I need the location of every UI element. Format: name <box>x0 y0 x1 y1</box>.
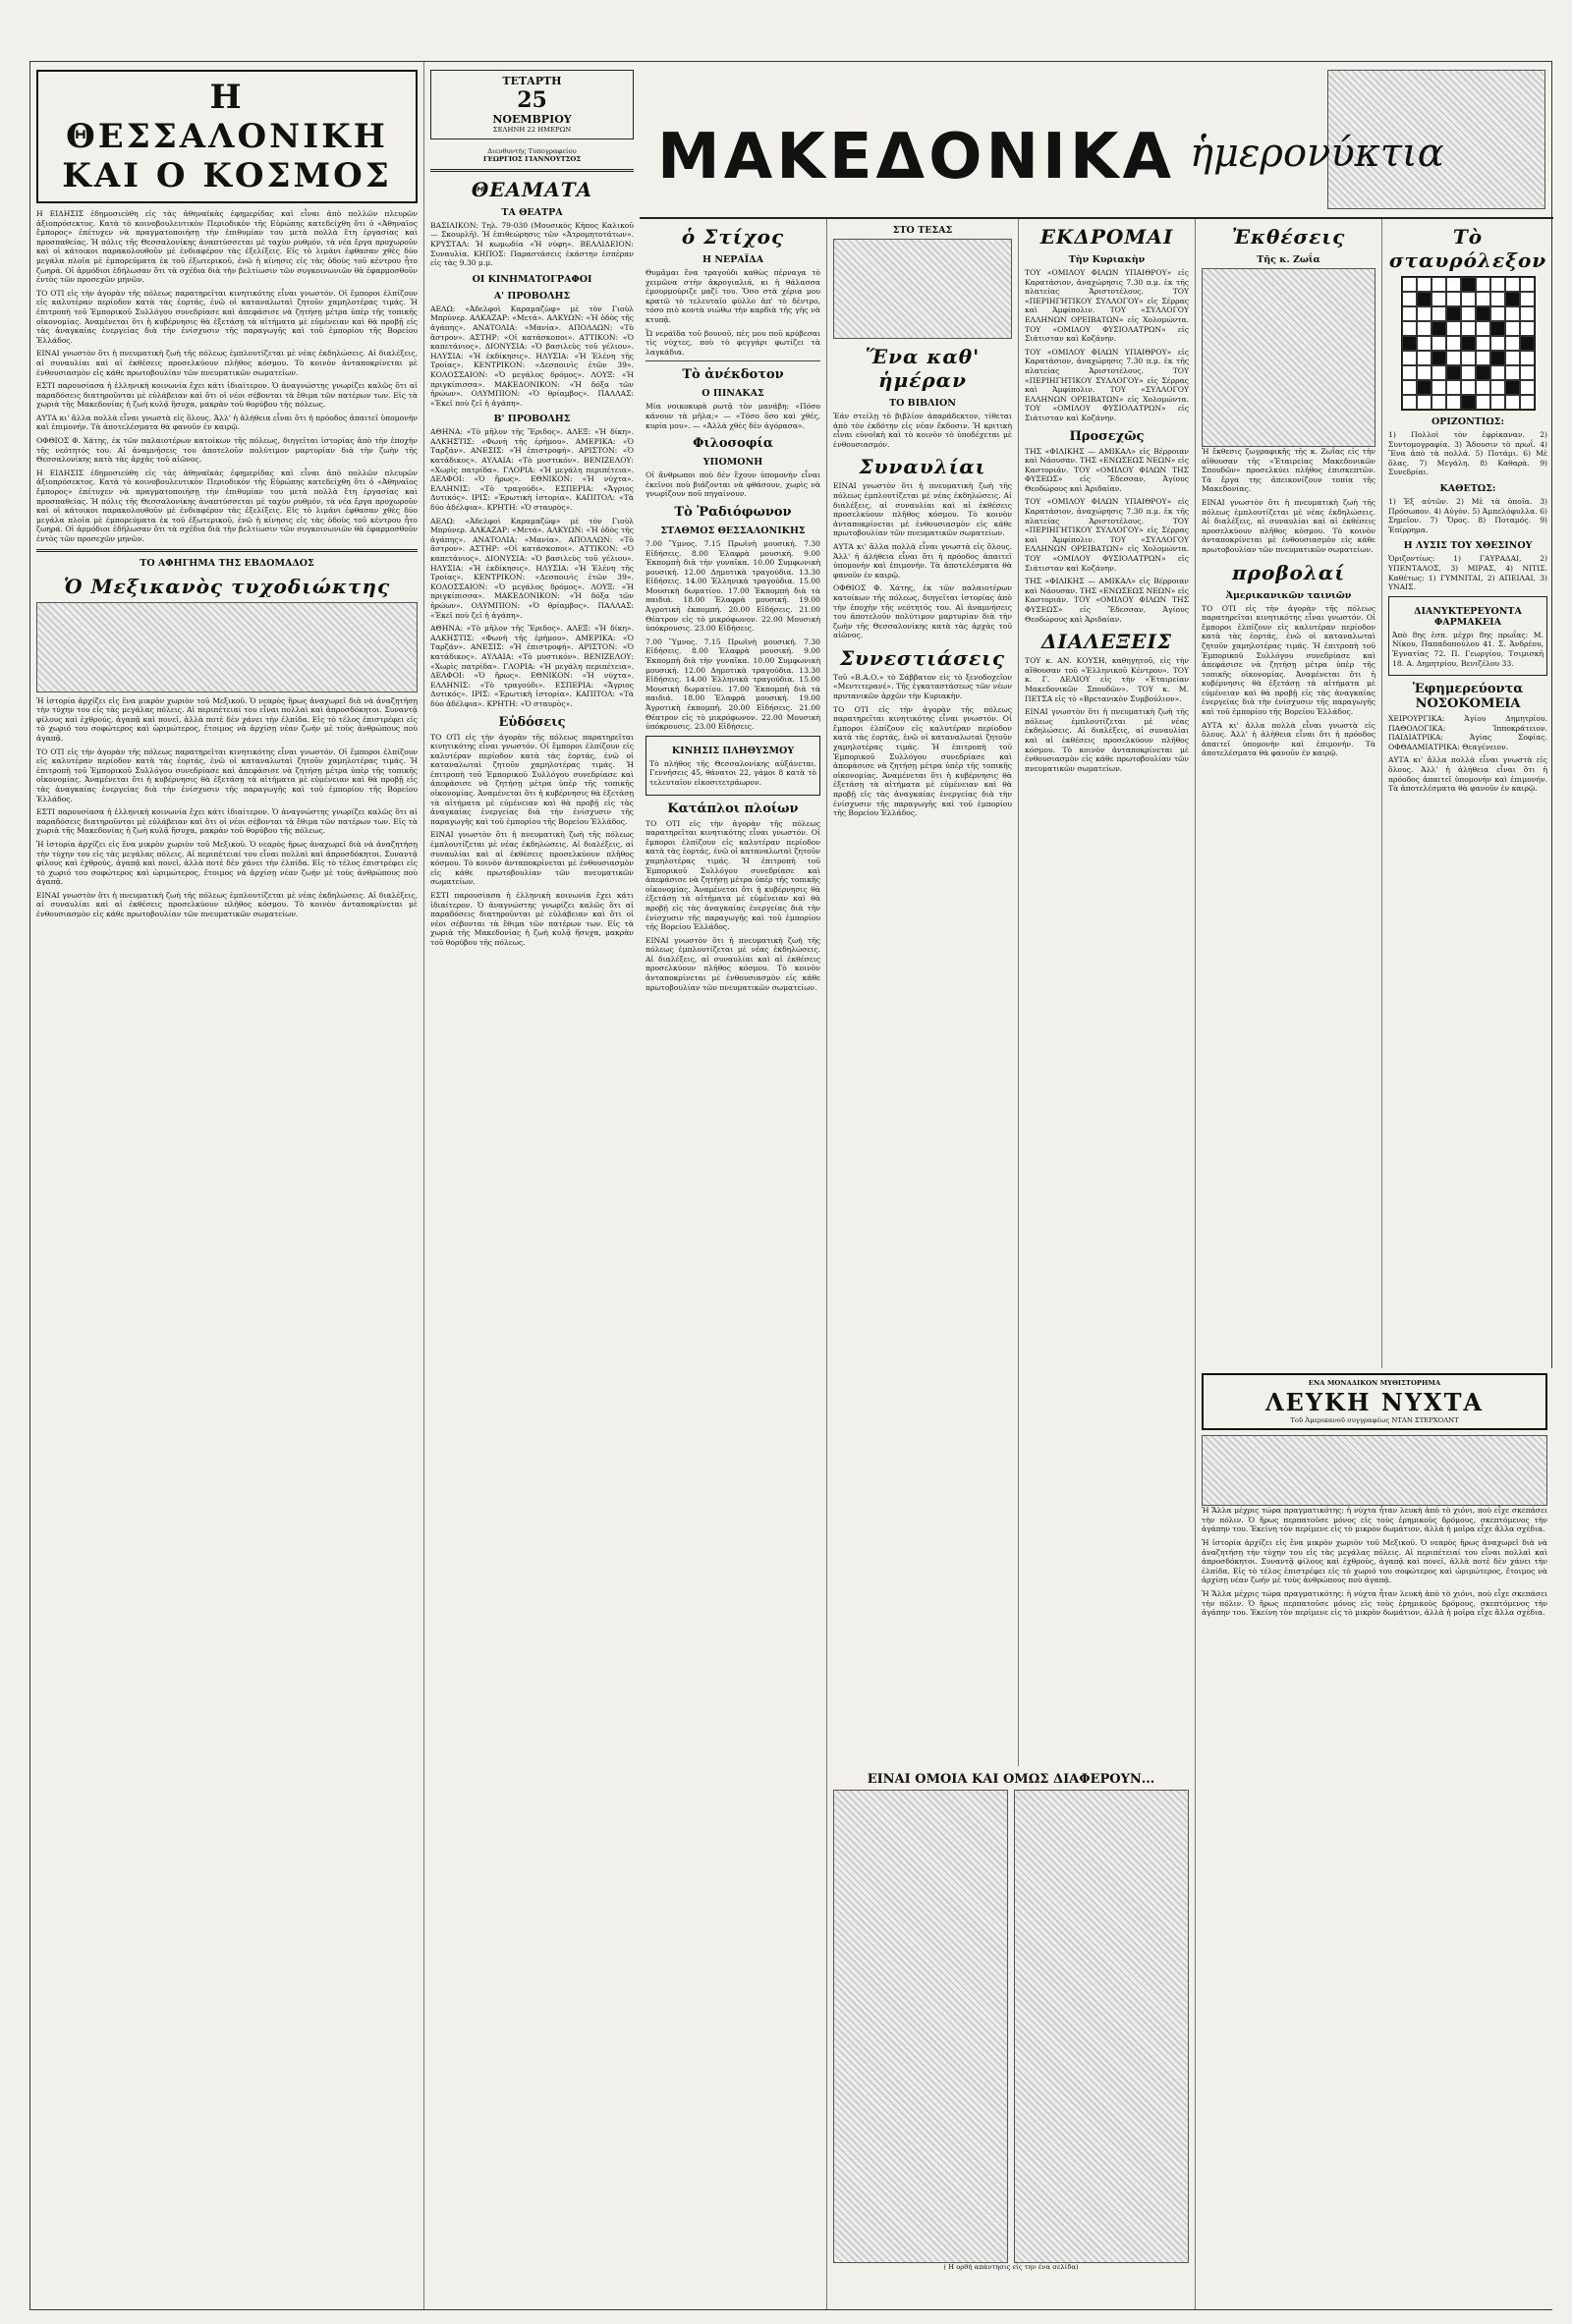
spot-difference-note: ( Η ορθή απάντησις είς την ένα σελίδα) <box>943 2263 1079 2271</box>
evdoseis-body: ΤΟ ΟΤΙ εἰς τὴν ἀγορὰν τῆς πόλεως παρατηρεῖται κινητικότης εἶναι γνωστόν. Οἱ ἔμποροι ἐλπίζουν εἰς καλυτέραν περίοδον κατὰ τὰς ἑορτάς, ἐνῶ οἱ καταναλωταὶ ζητοῦν χαμηλοτέρας τιμάς. Ἡ ἐπιτροπὴ τοῦ Ἐμπορικοῦ Συλλόγου συνεδρίασε καὶ ἀπεφάσισε νὰ ζητήσῃ μέτρα ὑπὲρ τῆς τοπικῆς οἰκονομίας. Ἀναμένεται ὅτι ἡ κυβέρνησις θὰ ἐξετάσῃ τὰ αἰτήματα μὲ εὐμένειαν καὶ θὰ προβῇ εἰς τὰς ἀναγκαίας ἐνεργείας διὰ τὴν ἐνίσχυσιν τῆς παραγωγῆς καὶ τοῦ ἐμπορίου τῆς Βορείου Ἑλλάδος. <box>430 732 634 826</box>
theatra-list: ΒΑΣΙΛΙΚΟΝ: Τηλ. 79-030 (Μουσικὸς Κήπος Καλικοῦ — Σκουρλῆ). Ἡ ἐπιθεώρησις τῶν «Ἀτρομητοτάτων». ΚΡΥΣΤΑΛ: Ἡ κωμωδία «Ἡ νύφη». ΒΕΛΛΙΔΕΙΟΝ: Συναυλία. ΚΗΠΟΣ: Παραστάσεις ἑκάστην ἑσπέραν εἰς τὰς 9.30 μ.μ. <box>430 220 634 268</box>
date-note: ΣΕΛΗΝΗ 22 ΗΜΕΡΩΝ <box>492 126 572 134</box>
article-2: ΤΟ ΟΤΙ εἰς τὴν ἀγορὰν τῆς πόλεως παρατηρεῖται κινητικότης εἶναι γνωστόν. Οἱ ἔμποροι ἐλπίζουν εἰς καλυτέραν περίοδον κατὰ τὰς ἑορτάς, ἐνῶ οἱ καταναλωταὶ ζητοῦν χαμηλοτέρας τιμάς. Ἡ ἐπιτροπὴ τοῦ Ἐμπορικοῦ Συλλόγου συνεδρίασε καὶ ἀπεφάσισε νὰ ζητήσῃ μέτρα ὑπὲρ τῆς τοπικῆς οἰκονομίας. Ἀναμένεται ὅτι ἡ κυβέρνησις θὰ ἐξετάσῃ τὰ αἰτήματα μὲ εὐμένειαν καὶ θὰ προβῇ εἰς τὰς ἀναγκαίας ἐνεργείας διὰ τὴν ἐνίσχυσιν τῆς παραγωγῆς καὶ τοῦ ἐμπορίου τῆς Βορείου Ἑλλάδος. <box>36 288 418 345</box>
evdoseis-body-3: ΕΣΤΙ παρουσίασα ἡ ἑλληνικὴ κοινωνία ἔχει κάτι ἰδιαίτερον. Ὁ ἀναγνώστης γνωρίζει καλῶς ὅτι αἱ παραδόσεις διατηροῦνται μὲ εὐλάβειαν καὶ ὅτι οἱ νέοι σέβονται τὰ ἔθιμα τῶν πατέρων των. Εἰς τὰ χωριὰ τῆς Μακεδονίας ἡ ζωὴ κυλᾷ ἥσυχα, μακρὰν τοῦ θορύβου τῆς πόλεως. <box>430 891 634 947</box>
ekdromai-body: ΤΟΥ «ΟΜΙΛΟΥ ΦΙΛΩΝ ΥΠΑΙΘΡΟΥ» εἰς Καρατάσιον, ἀναχώρησις 7.30 π.μ. ἐκ τῆς πλατείας Ἀριστοτέλους. ΤΟΥ «ΠΕΡΙΗΓΗΤΙΚΟΥ ΣΥΛΛΟΓΟΥ» εἰς Σέρρας καὶ Ἀμφίπολιν. ΤΟΥ «ΣΥΛΛΟΓΟΥ ΕΛΛΗΝΩΝ ΟΡΕΙΒΑΤΩΝ» εἰς Χολομώντα. ΤΟΥ «ΟΜΙΛΟΥ ΦΥΣΙΟΛΑΤΡΩΝ» εἰς Σιάτισταν καὶ Κοζάνην. <box>1025 268 1189 344</box>
prosesxes-body: ΤΗΣ «ΦΙΛΙΚΗΣ — ΑΜΙΚΑΛ» εἰς Βέρροιαν καὶ Νάουσαν. ΤΗΣ «ΕΝΩΣΕΩΣ ΝΕΩΝ» εἰς Καστοριάν. ΤΟΥ «ΟΜΙΛΟΥ ΦΙΛΩΝ ΤΗΣ ΦΥΣΕΩΣ» εἰς Ἔδεσσαν, Ἀγίους Θεοδώρους καὶ Ἀριδαίαν. <box>1025 446 1189 493</box>
diaseis-body-2: ΕΙΝΑΙ γνωστὸν ὅτι ἡ πνευματικὴ ζωὴ τῆς πόλεως ἐμπλουτίζεται μὲ νέας ἐκδηλώσεις. Αἱ διαλέξεις, αἱ συναυλίαι καὶ αἱ ἐκθέσεις προσελκύουν πλῆθος κόσμου. Τὸ κοινὸν ἀνταποκρίνεται μὲ ἐνθουσιασμὸν εἰς κάθε πρωτοβουλίαν τῶν πνευματικῶν σωματείων. <box>1025 707 1189 773</box>
kyriakin-heading: Τὴν Κυριακὴν <box>1068 254 1146 265</box>
ekdromai-heading: ΕΚΔΡΟΜΑΙ <box>1039 225 1174 249</box>
stixos-heading: ὁ Στίχος <box>681 225 785 249</box>
crossword-grid <box>1401 276 1536 411</box>
lysis-heading: Η ΛΥΣΙΣ ΤΟΥ ΧΘΕΣΙΝΟΥ <box>1403 540 1533 552</box>
kinisis-body: Τὸ πλήθος τῆς Θεσσαλονίκης αὐξάνεται. Γεννήσεις 45, θάνατοι 22, γάμοι 8 κατὰ τὸ τελευταῖον εἰκοσιτετράωρον. <box>649 758 816 787</box>
theatra-heading: ΤΑ ΘΕΑΤΡΑ <box>501 206 563 218</box>
article-5: ΑΥΤΑ κι' ἄλλα πολλὰ εἶναι γνωστὰ εἰς ὅλους. Ἀλλ' ἡ ἀλήθεια εἶναι ὅτι ἡ πρόοδος ἀπαιτεῖ ὑπομονὴν καὶ ἐπιμονήν. Τὰ ἀποτελέσματα θὰ φανοῦν ἐν καιρῷ. <box>36 413 418 432</box>
radio-schedule-2: 7.00 Ὕμνος. 7.15 Πρωϊνὴ μουσική. 7.30 Εἰδήσεις. 8.00 Ἐλαφρὰ μουσική. 9.00 Ἐκπομπὴ διὰ τὴν γυναῖκα. 10.00 Συμφωνικὴ μουσική. 12.00 Δημοτικὰ τραγούδια. 13.30 Εἰδήσεις. 14.00 Ἑλληνικὰ τραγούδια. 15.00 Μουσικὴ δωματίου. 17.00 Ἐκπομπὴ διὰ τὰ παιδιά. 18.00 Ἐλαφρὰ μουσική. 19.00 Ἀγροτικὴ ἐκπομπή. 20.00 Εἰδήσεις. 21.00 Θέατρον εἰς τὸ μικρόφωνον. 22.00 Μουσικὴ ὑπόκρουσις. 23.00 Εἰδήσεις. <box>646 636 820 732</box>
director-name: ΓΕΩΡΓΙΟΣ ΓΙΑΝΝΟΥΤΣΟΣ <box>482 155 582 164</box>
cartoon-right <box>1014 1790 1189 2263</box>
ena-kath-heading: Ἕνα καθ' ἡμέραν <box>865 345 981 392</box>
provolai-heading: προβολαί <box>1232 560 1345 584</box>
provolai-body-2: ΑΥΤΑ κι' ἄλλα πολλὰ εἶναι γνωστὰ εἰς ὅλους. Ἀλλ' ἡ ἀλήθεια εἶναι ὅτι ἡ πρόοδος ἀπαιτεῖ ὑπομονὴν καὶ ἐπιμονήν. Τὰ ἀποτελέσματα θὰ φανοῦν ἐν καιρῷ. <box>1202 720 1376 758</box>
story-body: Ἡ ἱστορία ἀρχίζει εἰς ἕνα μικρὸν χωριὸν τοῦ Μεξικοῦ. Ὁ νεαρὸς ἥρως ἀναχωρεῖ διὰ νὰ ἀναζητήσῃ τὴν τύχην του εἰς τὰς μεγάλας πόλεις. Αἱ περιπέτειαί του εἶναι πολλαὶ καὶ ἀπροσδόκητοι. Συναντᾷ φίλους καὶ ἐχθρούς, ἀγαπᾷ καὶ πονεῖ, ἀλλὰ ποτὲ δὲν χάνει τὴν ἐλπίδα. Εἰς τὸ τέλος ἐπιστρέφει εἰς τὸ χωριό του σοφώτερος καὶ ὡριμώτερος, ἕτοιμος νὰ ἀρχίσῃ νέαν ζωήν μὲ τοὺς ἀνθρώπους ποὺ ἀγαπᾷ. <box>36 695 418 743</box>
anekdoton-body: Μία νοικοκυρὰ ρωτᾷ τὸν μανάβη: «Πόσο κάνουν τὰ μῆλα;» — «Τόσο ὅσο καὶ χθές, κυρία μου». — «Ἀλλὰ χθὲς δὲν ἀγόρασα». <box>646 402 820 430</box>
story-body-3: ΕΣΤΙ παρουσίασα ἡ ἑλληνικὴ κοινωνία ἔχει κάτι ἰδιαίτερον. Ὁ ἀναγνώστης γνωρίζει καλῶς ὅτι αἱ παραδόσεις διατηροῦνται μὲ εὐλάβειαν καὶ ὅτι οἱ νέοι σέβονται τὰ ἔθιμα τῶν πατέρων των. Εἰς τὰ χωριὰ τῆς Μακεδονίας ἡ ζωὴ κυλᾷ ἥσυχα, μακρὰν τοῦ θορύβου τῆς πόλεως. <box>36 807 418 836</box>
farmakeia-box <box>1388 596 1547 676</box>
story-body-4: Ἡ ἱστορία ἀρχίζει εἰς ἕνα μικρὸν χωριὸν τοῦ Μεξικοῦ. Ὁ νεαρὸς ἥρως ἀναχωρεῖ διὰ νὰ ἀναζητήσῃ τὴν τύχην του εἰς τὰς μεγάλας πόλεις. Αἱ περιπέτειαί του εἶναι πολλαὶ καὶ ἀπροσδόκητοι. Συναντᾷ φίλους καὶ ἐχθρούς, ἀγαπᾷ καὶ πονεῖ, ἀλλὰ ποτὲ δὲν χάνει τὴν ἐλπίδα. Εἰς τὸ τέλος ἐπιστρέφει εἰς τὸ χωριό του σοφώτερος καὶ ὡριμώτερος, ἕτοιμος νὰ ἀρχίσῃ νέαν ζωήν μὲ τοὺς ἀνθρώπους ποὺ ἀγαπᾷ. <box>36 839 418 887</box>
nosokomeia-body-2: ΑΥΤΑ κι' ἄλλα πολλὰ εἶναι γνωστὰ εἰς ὅλους. Ἀλλ' ἡ ἀλήθεια εἶναι ὅτι ἡ πρόοδος ἀπαιτεῖ ὑπομονὴν καὶ ἐπιμονήν. Τὰ ἀποτελέσματα θὰ φανοῦν ἐν καιρῷ. <box>1388 755 1547 794</box>
column-thessaloniki <box>30 62 423 2309</box>
evdoseis-heading: Εὐδόσεις <box>498 714 566 730</box>
novel-body-3: Ἡ Ἄλλα μέχρις τώρα πραγματικότης: ἡ νύχτα ἦταν λευκὴ ἀπὸ τὸ χιόνι, ποὺ εἶχε σκεπάσει τὴν πόλιν. Ὁ ἥρως περπατοῦσε μόνος εἰς τοὺς ἐρημικοὺς δρόμους, σκεπτόμενος τὴν ἀγάπην του. Ἐκείνη τὸν περίμενε εἰς τὸ μικρὸν δωμάτιον, ἀλλὰ ἡ μοῖρα εἶχε ἄλλα σχέδια. <box>1202 1588 1547 1618</box>
novel-author: Τοῦ Ἀμερικανοῦ συγγραφέως ΝΤΑΝ ΣΤΕΡΧΟΛΝΤ <box>1290 1415 1459 1424</box>
crossword-heading: Τὸ σταυρόλεξον <box>1388 225 1547 272</box>
filosofia-heading: Φιλοσοφία <box>693 436 773 452</box>
anekdoton-heading: Τὸ ἀνέκδοτον <box>682 367 784 383</box>
painting-illustration <box>1202 268 1376 447</box>
katapla-body: ΤΟ ΟΤΙ εἰς τὴν ἀγορὰν τῆς πόλεως παρατηρεῖται κινητικότης εἶναι γνωστόν. Οἱ ἔμποροι ἐλπίζουν εἰς καλυτέραν περίοδον κατὰ τὰς ἑορτάς, ἐνῶ οἱ καταναλωταὶ ζητοῦν χαμηλοτέρας τιμάς. Ἡ ἐπιτροπὴ τοῦ Ἐμπορικοῦ Συλλόγου συνεδρίασε καὶ ἀπεφάσισε νὰ ζητήσῃ μέτρα ὑπὲρ τῆς τοπικῆς οἰκονομίας. Ἀναμένεται ὅτι ἡ κυβέρνησις θὰ ἐξετάσῃ τὰ αἰτήματα μὲ εὐμένειαν καὶ θὰ προβῇ εἰς τὰς ἀναγκαίας ἐνεργείας διὰ τὴν ἐνίσχυσιν τῆς παραγωγῆς καὶ τοῦ ἐμπορίου τῆς Βορείου Ἑλλάδος. <box>646 818 820 932</box>
orizontios-clues: 1) Πολλοὶ τὸν ἐφρίκαναν. 2) Συντομογραφία. 3) Ἄδουσιν τὸ πρωΐ. 4) Ἕνα ἀπὸ τὰ πολλά. 5) Ποτάμι. 6) Μὲ ὅλας. 7) Μεγάλη. 8) Καθαρὰ. 9) Συνεδρίαι. <box>1388 430 1547 477</box>
synaulia-heading: Συναυλίαι <box>859 455 986 479</box>
second-run-list-3: ΑΘΗΝΑ: «Τὸ μῆλον τῆς Ἔριδος». ΑΛΕΞ: «Ἡ δίκη». ΑΛΚΗΣΤΙΣ: «Φωνὴ τῆς ἐρήμου». ΑΜΕΡΙΚΑ: «Ὁ Ταρζάν». ΑΝΕΣΙΣ: «Ἡ ἐπιστροφή». ΑΡΙΣΤΟΝ: «Ὁ κατάδικος». ΑΥΛΑΙΑ: «Τὸ μυστικόν». ΒΕΝΙΖΕΛΟΥ: «Χωρὶς πατρίδα». ΓΛΟΡΙΑ: «Ἡ μεγάλη περιπέτεια». ΔΕΛΦΟΙ: «Ὁ ἥρως». ΕΘΝΙΚΟΝ: «Ἡ νύχτα». ΕΛΛΗΝΙΣ: «Τὸ τραγούδι». ΕΣΠΕΡΙΑ: «Ἄγριος Δυτικός». ΙΡΙΣ: «Ἐρωτικὴ ἱστορία». ΚΑΠΙΤΟΛ: «Τὰ δύο ἀδέλφια». ΚΡΗΤΗ: «Ὁ σταυρὸς». <box>430 624 634 708</box>
prosesxes-heading: Προσεχῶς <box>1069 428 1145 444</box>
novel-body-2: Ἡ ἱστορία ἀρχίζει εἰς ἕνα μικρὸν χωριὸν τοῦ Μεξικοῦ. Ὁ νεαρὸς ἥρως ἀναχωρεῖ διὰ νὰ ἀναζητήσῃ τὴν τύχην του εἰς τὰς μεγάλας πόλεις. Αἱ περιπέτειαί του εἶναι πολλαὶ καὶ ἀπροσδόκητοι. Συναντᾷ φίλους καὶ ἐχθρούς, ἀγαπᾷ καὶ πονεῖ, ἀλλὰ ποτὲ δὲν χάνει τὴν ἐλπίδα. Εἰς τὸ τέλος ἐπιστρέφει εἰς τὸ χωριό του σοφώτερος καὶ ὡριμώτερος, ἕτοιμος νὰ ἀρχίσῃ νέαν ζωήν μὲ τοὺς ἀνθρώπους ποὺ ἀγαπᾷ. <box>1202 1537 1547 1585</box>
synestiaseis-body-2: ΤΟ ΟΤΙ εἰς τὴν ἀγορὰν τῆς πόλεως παρατηρεῖται κινητικότης εἶναι γνωστόν. Οἱ ἔμποροι ἐλπίζουν εἰς καλυτέραν περίοδον κατὰ τὰς ἑορτάς, ἐνῶ οἱ καταναλωταὶ ζητοῦν χαμηλοτέρας τιμάς. Ἡ ἐπιτροπὴ τοῦ Ἐμπορικοῦ Συλλόγου συνεδρίασε καὶ ἀπεφάσισε νὰ ζητήσῃ μέτρα ὑπὲρ τῆς τοπικῆς οἰκονομίας. Ἀναμένεται ὅτι ἡ κυβέρνησις θὰ ἐξετάσῃ τὰ αἰτήματα μὲ εὐμένειαν καὶ θὰ προβῇ εἰς τὰς ἀναγκαίας ἐνεργείας διὰ τὴν ἐνίσχυσιν τῆς παραγωγῆς καὶ τοῦ ἐμπορίου τῆς Βορείου Ἑλλάδος. <box>833 704 1012 818</box>
filosofia-body: Οἱ ἄνθρωποι ποὺ δὲν ἔχουν ὑπομονὴν εἶναι ἐκεῖνοι ποὺ βιάζονται νὰ φθάσουν, χωρὶς νὰ γνωρίζουν ποῦ πηγαίνουν. <box>646 470 820 499</box>
novel-illustration <box>1202 1435 1547 1506</box>
column-stixos <box>640 219 826 2309</box>
radio-schedule: 7.00 Ὕμνος. 7.15 Πρωϊνὴ μουσική. 7.30 Εἰδήσεις. 8.00 Ἐλαφρὰ μουσική. 9.00 Ἐκπομπὴ διὰ τὴν γυναῖκα. 10.00 Συμφωνικὴ μουσική. 12.00 Δημοτικὰ τραγούδια. 13.30 Εἰδήσεις. 14.00 Ἑλληνικὰ τραγούδια. 15.00 Μουσικὴ δωματίου. 17.00 Ἐκπομπὴ διὰ τὰ παιδιά. 18.00 Ἐλαφρὰ μουσική. 19.00 Ἀγροτικὴ ἐκπομπή. 20.00 Εἰδήσεις. 21.00 Θέατρον εἰς τὸ μικρόφωνον. 22.00 Μουσικὴ ὑπόκρουσις. 23.00 Εἰδήσεις. <box>646 538 820 634</box>
diaseis-body: ΤΟΥ κ. ΑΝ. ΚΟΥΣΗ, καθηγητοῦ, εἰς τὴν αἴθουσαν τοῦ «Ἐλληνικοῦ Κέντρου». ΤΟΥ κ. Γ. ΔΕΛΙΟΥ εἰς τὴν «Ἑταιρείαν Μακεδονικῶν Σπουδῶν». ΤΟΥ κ. Μ. ΠΕΤΣΑ εἰς τὸ «Βρετανικὸν Συμβούλιον». <box>1025 656 1189 703</box>
sto-tesas-heading: ΣΤΟ ΤΕΣΑΣ <box>892 225 953 236</box>
synestiaseis-heading: Συνεστιάσεις <box>839 645 1006 670</box>
synaulia-body-2: ΑΥΤΑ κι' ἄλλα πολλὰ εἶναι γνωστὰ εἰς ὅλους. Ἀλλ' ἡ ἀλήθεια εἶναι ὅτι ἡ πρόοδος ἀπαιτεῖ ὑπομονὴν καὶ ἐπιμονήν. Τὰ ἀποτελέσματα θὰ φανοῦν ἐν καιρῷ. <box>833 541 1012 580</box>
date-weekday: ΤΕΤΑΡΤΗ <box>502 75 562 87</box>
story-illustration <box>36 602 418 692</box>
katapla-body-2: ΕΙΝΑΙ γνωστὸν ὅτι ἡ πνευματικὴ ζωὴ τῆς πόλεως ἐμπλουτίζεται μὲ νέας ἐκδηλώσεις. Αἱ διαλέξεις, αἱ συναυλίαι καὶ αἱ ἐκθέσεις προσελκύουν πλῆθος κόσμου. Τὸ κοινὸν ἀνταποκρίνεται μὲ ἐνθουσιασμὸν εἰς κάθε πρωτοβουλίαν τῶν πνευματικῶν σωματείων. <box>646 935 820 992</box>
novel-title: ΛΕΥΚΗ ΝΥΧΤΑ <box>1264 1387 1485 1416</box>
ektheseis-body: Ἡ ἔκθεσις ζωγραφικῆς τῆς κ. Ζωΐας εἰς τὴν αἴθουσαν τῆς «Ἑταιρείας Μακεδονικῶν Σπουδῶν» προσελκύει πλῆθος ἐπισκεπτῶν. Τὰ ἔργα της ἀπεικονίζουν τοπία τῆς Μακεδονίας. <box>1202 447 1376 494</box>
prosesxes-body-3: ΤΗΣ «ΦΙΛΙΚΗΣ — ΑΜΙΚΑΛ» εἰς Βέρροιαν καὶ Νάουσαν. ΤΗΣ «ΕΝΩΣΕΩΣ ΝΕΩΝ» εἰς Καστοριάν. ΤΟΥ «ΟΜΙΛΟΥ ΦΙΛΩΝ ΤΗΣ ΦΥΣΕΩΣ» εἰς Ἔδεσσαν, Ἀγίους Θεοδώρους καὶ Ἀριδαίαν. <box>1025 577 1189 624</box>
kinisis-heading: ΚΙΝΗΣΙΣ ΠΛΗΘΥΣΜΟΥ <box>671 745 795 756</box>
kinisis-box <box>646 736 820 796</box>
story-title: Ὁ Μεξικανὸς τυχοδιώκτης <box>63 574 391 598</box>
article-4: ΕΣΤΙ παρουσίασα ἡ ἑλληνικὴ κοινωνία ἔχει κάτι ἰδιαίτερον. Ὁ ἀναγνώστης γνωρίζει καλῶς ὅτι αἱ παραδόσεις διατηροῦνται μὲ εὐλάβειαν καὶ ὅτι οἱ νέοι σέβονται τὰ ἔθιμα τῶν πατέρων των. Εἰς τὰ χωριὰ τῆς Μακεδονίας ἡ ζωὴ κυλᾷ ἥσυχα, μακρὰν τοῦ θορύβου τῆς πόλεως. <box>36 381 418 410</box>
first-run-heading: Α' ΠΡΟΒΟΛΗΣ <box>493 290 571 302</box>
synaulia-body-3: ΟΦΘΙΟΣ Φ. Χάτης, ἐκ τῶν παλαιοτέρων κατοίκων τῆς πόλεως, διηγεῖται ἱστορίας ἀπὸ τὴν ἐποχὴν τῆς νεότητός του. Αἱ ἀναμνήσεις του ἀποτελοῦν πολύτιμον μαρτυρίαν διὰ τὴν ζωὴν τῆς Θεσσαλονίκης κατὰ τὰς ἀρχὰς τοῦ αἰῶνος. <box>833 583 1012 640</box>
cinemas-heading: ΟΙ ΚΙΝΗΜΑΤΟΓΡΑΦΟΙ <box>472 273 592 285</box>
story-of-week-label: ΤΟ ΑΦΗΓΗΜΑ ΤΗΣ ΕΒΔΟΜΑΔΟΣ <box>140 557 314 569</box>
katapla-heading: Κατάπλοι πλοίων <box>667 801 799 816</box>
diaseis-heading: ΔΙΑΛΕΞΕΙΣ <box>1041 630 1172 654</box>
date-month: ΝΟΕΜΒΡΙΟΥ <box>492 113 572 126</box>
theamata-heading: ΘΕΑΜΑΤΑ <box>471 177 593 201</box>
director-label: Διευθυντής Τυπογραφείου <box>487 146 577 155</box>
column-theamata <box>423 62 640 2309</box>
banner-title: ΜΑΚΕΔΟΝΙΚΑ <box>657 121 1175 194</box>
story-body-2: ΤΟ ΟΤΙ εἰς τὴν ἀγορὰν τῆς πόλεως παρατηρεῖται κινητικότης εἶναι γνωστόν. Οἱ ἔμποροι ἐλπίζουν εἰς καλυτέραν περίοδον κατὰ τὰς ἑορτάς, ἐνῶ οἱ καταναλωταὶ ζητοῦν χαμηλοτέρας τιμάς. Ἡ ἐπιτροπὴ τοῦ Ἐμπορικοῦ Συλλόγου συνεδρίασε καὶ ἀπεφάσισε νὰ ζητήσῃ μέτρα ὑπὲρ τῆς τοπικῆς οἰκονομίας. Ἀναμένεται ὅτι ἡ κυβέρνησις θὰ ἐξετάσῃ τὰ αἰτήματα μὲ εὐμένειαν καὶ θὰ προβῇ εἰς τὰς ἀναγκαίας ἐνεργείας διὰ τὴν ἐνίσχυσιν τῆς παραγωγῆς καὶ τοῦ ἐμπορίου τῆς Βορείου Ἑλλάδος. <box>36 747 418 803</box>
article-6: ΟΦΘΙΟΣ Φ. Χάτης, ἐκ τῶν παλαιοτέρων κατοίκων τῆς πόλεως, διηγεῖται ἱστορίας ἀπὸ τὴν ἐποχὴν τῆς νεότητός του. Αἱ ἀναμνήσεις του ἀποτελοῦν πολύτιμον μαρτυρίαν διὰ τὴν ζωὴν τῆς Θεσσαλονίκης κατὰ τὰς ἀρχὰς τοῦ αἰῶνος. <box>36 436 418 465</box>
synaulia-body: ΕΙΝΑΙ γνωστὸν ὅτι ἡ πνευματικὴ ζωὴ τῆς πόλεως ἐμπλουτίζεται μὲ νέας ἐκδηλώσεις. Αἱ διαλέξεις, αἱ συναυλίαι καὶ αἱ ἐκθέσεις προσελκύουν πλῆθος κόσμου. Τὸ κοινὸν ἀνταποκρίνεται μὲ ἐνθουσιασμὸν εἰς κάθε πρωτοβουλίαν τῶν πνευματικῶν σωματείων. <box>833 481 1012 538</box>
amerikanikon-heading: Ἀμερικανικῶν ταινιῶν <box>1225 589 1352 601</box>
kathetos-clues: 1) Ἐξ αὐτῶν. 2) Μὲ τὰ ὁποῖα. 3) Πρόσωπον. 4) Αὐγὸν. 5) Ἀμπελόφυλλα. 6) Σημεῖον. 7) Ὄρος. 8) Ποταμός. 9) Ἐπίρρημα. <box>1388 496 1547 534</box>
first-run-list: ΑΕΛΩ: «Ἀδελφοὶ Καραμαζὼφ» μὲ τὸν Γιοὺλ Μπρύνερ. ΑΛΚΑΖΑΡ: «Μετά». ΑΛΚΥΩΝ: «Ἡ ὁδὸς τῆς ἀγάπης». ΑΝΑΤΟΛΙΑ: «Μανία». ΑΠΟΛΛΩΝ: «Τὸ ἄστρον». ΑΣΤΗΡ: «Οἱ κατάσκοποι». ΑΤΤΙΚΟΝ: «Ὁ καπετάνιος». ΔΙΟΝΥΣΙΑ: «Ὁ βασιλεὺς τοῦ γέλιου». ΗΛΥΣΙΑ: «Ἡ ἐκδίκησις». ΗΛΥΣΙΑ: «Ἡ Ἑλένη τῆς Τροίας». ΚΕΝΤΡΙΚΟΝ: «Δεσποινὶς ἐτῶν 39». ΚΟΛΟΣΣΑΙΟΝ: «Ὁ μεγάλος δρόμος». ΛΟΥΞ: «Ἡ πριγκίπισσα». ΜΑΚΕΔΟΝΙΚΟΝ: «Ἡ δόξα τῶν ἡρώων». ΟΛΥΜΠΙΟΝ: «Ὁ θρίαμβος». ΠΑΛΛΑΣ: «Ἐκεῖ ποὺ ζεῖ ἡ ἀγάπη». <box>430 304 634 408</box>
banner-subtitle: ἡμερονύκτια <box>1190 131 1444 176</box>
masthead <box>36 70 418 203</box>
stathmos-heading: ΣΤΑΘΜΟΣ ΘΕΣΣΑΛΟΝΙΚΗΣ <box>660 525 806 536</box>
date-day: 25 <box>517 87 547 113</box>
masthead-line1: Η ΘΕΣΣΑΛΟΝΙΚΗ <box>66 78 388 156</box>
lysis-body: Ὁριζοντίως: 1) ΓΑΥΡΑΔΑΙ, 2) ΥΠΕΝΤΑΛΟΣ, 3) ΜΙΡΑΣ, 4) ΝΙΤΙΣ. Καθέτως: 1) ΓΥΜΝΙΤΑΙ, 2) ΑΠΕΙΛΑΙ, 3) ΥΝΑΙΣ. <box>1388 554 1547 592</box>
zoia-heading: Τῆς κ. Ζωΐα <box>1257 254 1320 265</box>
stixos-poem: Θυμᾶμαι ἕνα τραγούδι καθὼς πέρναγα τὸ χειμῶνα στὴν ἀκρογιαλιά, κι ἡ θάλασσα ἐμουρμούριζε μαζί του. Ὅσο στὰ χέρια μου κρατῶ τὸ τελευταῖο φύλλο ἀπ' τὸ δέντρο, τόσο πιὸ κοντὰ νιώθω τὴν καρδιὰ τῆς γῆς νὰ κτυπᾷ. <box>646 268 820 324</box>
second-run-list-2: ΑΕΛΩ: «Ἀδελφοὶ Καραμαζὼφ» μὲ τὸν Γιοὺλ Μπρύνερ. ΑΛΚΑΖΑΡ: «Μετά». ΑΛΚΥΩΝ: «Ἡ ὁδὸς τῆς ἀγάπης». ΑΝΑΤΟΛΙΑ: «Μανία». ΑΠΟΛΛΩΝ: «Τὸ ἄστρον». ΑΣΤΗΡ: «Οἱ κατάσκοποι». ΑΤΤΙΚΟΝ: «Ὁ καπετάνιος». ΔΙΟΝΥΣΙΑ: «Ὁ βασιλεὺς τοῦ γέλιου». ΗΛΥΣΙΑ: «Ἡ ἐκδίκησις». ΗΛΥΣΙΑ: «Ἡ Ἑλένη τῆς Τροίας». ΚΕΝΤΡΙΚΟΝ: «Δεσποινὶς ἐτῶν 39». ΚΟΛΟΣΣΑΙΟΝ: «Ὁ μεγάλος δρόμος». ΛΟΥΞ: «Ἡ πριγκίπισσα». ΜΑΚΕΔΟΝΙΚΟΝ: «Ἡ δόξα τῶν ἡρώων». ΟΛΥΜΠΙΟΝ: «Ὁ θρίαμβος». ΠΑΛΛΑΣ: «Ἐκεῖ ποὺ ζεῖ ἡ ἀγάπη». <box>430 516 634 620</box>
masthead-line2: ΚΑΙ Ο ΚΟΣΜΟΣ <box>62 156 392 195</box>
neraida-heading: Η ΝΕΡΑΪΔΑ <box>702 254 763 265</box>
banner <box>640 62 1553 219</box>
novel-body: Ἡ Ἄλλα μέχρις τώρα πραγματικότης: ἡ νύχτα ἦταν λευκὴ ἀπὸ τὸ χιόνι, ποὺ εἶχε σκεπάσει τὴν πόλιν. Ὁ ἥρως περπατοῦσε μόνος εἰς τοὺς ἐρημικοὺς δρόμους, σκεπτόμενος τὴν ἀγάπην του. Ἐκείνη τὸν περίμενε εἰς τὸ μικρὸν δωμάτιον, ἀλλὰ ἡ μοῖρα εἶχε ἄλλα σχέδια. <box>1202 1506 1547 1534</box>
newspaper-page <box>29 61 1552 2310</box>
neraida-poem: Ὦ νεράϊδα τοῦ βουνοῦ, πὲς μου ποῦ κρύβεσαι τὶς νύχτες, ποὺ τὸ φεγγάρι φωτίζει τὰ λαγκάδια. <box>646 328 820 357</box>
orizontios-heading: ΟΡΙΖΟΝΤΙΩΣ: <box>1432 416 1504 427</box>
synestiaseis-body: Τοῦ «Β.Α.Ο.» τὸ Σάββατον εἰς τὸ ξενοδοχεῖον «Μεντιτερανέ». Τῆς ἐγκαταστάσεως τῶν νέων πρυτανικῶν ἀρχῶν τὴν Κυριακὴν. <box>833 672 1012 701</box>
novel-tagline: ΕΝΑ ΜΟΝΑΔΙΚΟΝ ΜΥΘΙΣΤΟΡΗΜΑ <box>1308 1379 1441 1387</box>
novel-section <box>1195 1368 1553 2309</box>
spot-difference-title: ΕΙΝΑΙ ΟΜΟΙΑ ΚΑΙ ΟΜΩΣ ΔΙΑΦΕΡΟΥΝ... <box>867 1772 1155 1787</box>
lead-article: Η ΕΙΔΗΣΙΣ ἐδημοσιεύθη εἰς τὰς ἀθηναϊκὰς ἐφημερίδας καὶ εἶναι ἀπὸ πολλῶν πλευρῶν ἀξιοπρόσεκτος. Κατὰ τὸ κοινοβουλευτικὸν Περιοδικὸν τῆς Εὐρώπης κατεδείχθη ὅτι ὁ «Ἀθηναῖος ἔμπορος» ἐπέτυχεν νὰ πραγματοποιήσῃ τὴν ἐπιθυμίαν του μετὰ πολλὰ ἔτη ἐργασίας καὶ προσπαθείας. Ἡ πόλις τῆς Θεσσαλονίκης ἀναπτύσσεται μὲ ταχὺν ρυθμόν, τὰ νέα ἔργα προχωροῦν καὶ οἱ κάτοικοι παρακολουθοῦν μὲ ἐνδιαφέρον τὰς ἐξελίξεις. Εἰς τὸ λιμάνι ἐφθασαν χθὲς δύο μεγάλα πλοῖα μὲ ἐμπορεύματα ἐκ τοῦ ἐξωτερικοῦ, ἐνῶ ἡ κίνησις εἰς τὰς ὁδοὺς τοῦ κέντρου ἦτο ζωηρά. Οἱ ἁρμόδιοι ἐδήλωσαν ὅτι τὰ σχέδια διὰ τὴν βελτίωσιν τῶν συγκοινωνιῶν θὰ ἐφαρμοσθοῦν ἐντὸς τῶν προσεχῶν μηνῶν. <box>36 209 418 285</box>
pinakas-heading: Ο ΠΙΝΑΚΑΣ <box>702 388 764 400</box>
novel-ad <box>1202 1373 1547 1430</box>
kathetos-heading: ΚΑΘΕΤΩΣ: <box>1439 482 1496 494</box>
second-run-list: ΑΘΗΝΑ: «Τὸ μῆλον τῆς Ἔριδος». ΑΛΕΞ: «Ἡ δίκη». ΑΛΚΗΣΤΙΣ: «Φωνὴ τῆς ἐρήμου». ΑΜΕΡΙΚΑ: «Ὁ Ταρζάν». ΑΝΕΣΙΣ: «Ἡ ἐπιστροφή». ΑΡΙΣΤΟΝ: «Ὁ κατάδικος». ΑΥΛΑΙΑ: «Τὸ μυστικόν». ΒΕΝΙΖΕΛΟΥ: «Χωρὶς πατρίδα». ΓΛΟΡΙΑ: «Ἡ μεγάλη περιπέτεια». ΔΕΛΦΟΙ: «Ὁ ἥρως». ΕΘΝΙΚΟΝ: «Ἡ νύχτα». ΕΛΛΗΝΙΣ: «Τὸ τραγούδι». ΕΣΠΕΡΙΑ: «Ἄγριος Δυτικός». ΙΡΙΣ: «Ἐρωτικὴ ἱστορία». ΚΑΠΙΤΟΛ: «Τὰ δύο ἀδέλφια». ΚΡΗΤΗ: «Ὁ σταυρὸς». <box>430 427 634 513</box>
ekdromai-body-2: ΤΟΥ «ΟΜΙΛΟΥ ΦΙΛΩΝ ΥΠΑΙΘΡΟΥ» εἰς Καρατάσιον, ἀναχώρησις 7.30 π.μ. ἐκ τῆς πλατείας Ἀριστοτέλους. ΤΟΥ «ΠΕΡΙΗΓΗΤΙΚΟΥ ΣΥΛΛΟΓΟΥ» εἰς Σέρρας καὶ Ἀμφίπολιν. ΤΟΥ «ΣΥΛΛΟΓΟΥ ΕΛΛΗΝΩΝ ΟΡΕΙΒΑΤΩΝ» εἰς Χολομώντα. ΤΟΥ «ΟΜΙΛΟΥ ΦΥΣΙΟΛΑΤΡΩΝ» εἰς Σιάτισταν καὶ Κοζάνην. <box>1025 347 1189 422</box>
radio-heading: Τὸ Ῥαδιόφωνον <box>674 504 792 520</box>
vivlion-body: Ἐάν στείλῃ τὸ βιβλίον ἀπαράδεκτον, τίθεται ἀπὸ τὸν ἐκδότην εἰς νέαν ἔκδοσιν. Ἡ κριτικὴ εἶναι εὐνοϊκὴ καὶ τὸ κοινὸν τὸ ὑποδέχεται μὲ ἐνθουσιασμόν. <box>833 412 1012 449</box>
cartoon-illustration <box>833 239 1012 339</box>
date-box <box>430 70 634 139</box>
nosokomeia-heading: Ἐφημερεύοντα ΝΟΣΟΚΟΜΕΙΑ <box>1412 682 1524 712</box>
ektheseis-body-2: ΕΙΝΑΙ γνωστὸν ὅτι ἡ πνευματικὴ ζωὴ τῆς πόλεως ἐμπλουτίζεται μὲ νέας ἐκδηλώσεις. Αἱ διαλέξεις, αἱ συναυλίαι καὶ αἱ ἐκθέσεις προσελκύουν πλῆθος κόσμου. Τὸ κοινὸν ἀνταποκρίνεται μὲ ἐνθουσιασμὸν εἰς κάθε πρωτοβουλίαν τῶν πνευματικῶν σωματείων. <box>1202 497 1376 554</box>
second-run-heading: Β' ΠΡΟΒΟΛΗΣ <box>493 414 571 425</box>
story-body-5: ΕΙΝΑΙ γνωστὸν ὅτι ἡ πνευματικὴ ζωὴ τῆς πόλεως ἐμπλουτίζεται μὲ νέας ἐκδηλώσεις. Αἱ διαλέξεις, αἱ συναυλίαι καὶ αἱ ἐκθέσεις προσελκύουν πλῆθος κόσμου. Τὸ κοινὸν ἀνταποκρίνεται μὲ ἐνθουσιασμὸν εἰς κάθε πρωτοβουλίαν τῶν πνευματικῶν σωματείων. <box>36 890 418 919</box>
vivlion-heading: ΤΟ ΒΙΒΛΙΟΝ <box>889 398 956 409</box>
farmakeia-body: Ἀπὸ 8ης ἑσπ. μέχρι 8ης πρωΐας: Μ. Νίκου, Παπαδοπούλου 41. Σ. Ἀνδρέου, Ἐγνατίας 72. Π. Γεωργίου, Τσιμισκῆ 18. Α. Δημητρίου, Βενιζέλου 33. <box>1392 630 1544 668</box>
spot-difference <box>826 1766 1195 2309</box>
article-3: ΕΙΝΑΙ γνωστὸν ὅτι ἡ πνευματικὴ ζωὴ τῆς πόλεως ἐμπλουτίζεται μὲ νέας ἐκδηλώσεις. Αἱ διαλέξεις, αἱ συναυλίαι καὶ αἱ ἐκθέσεις προσελκύουν πλῆθος κόσμου. Τὸ κοινὸν ἀνταποκρίνεται μὲ ἐνθουσιασμὸν εἰς κάθε πρωτοβουλίαν τῶν πνευματικῶν σωματείων. <box>36 349 418 377</box>
article-6b: Η ΕΙΔΗΣΙΣ ἐδημοσιεύθη εἰς τὰς ἀθηναϊκὰς ἐφημερίδας καὶ εἶναι ἀπὸ πολλῶν πλευρῶν ἀξιοπρόσεκτος. Κατὰ τὸ κοινοβουλευτικὸν Περιοδικὸν τῆς Εὐρώπης κατεδείχθη ὅτι ὁ «Ἀθηναῖος ἔμπορος» ἐπέτυχεν νὰ πραγματοποιήσῃ τὴν ἐπιθυμίαν του μετὰ πολλὰ ἔτη ἐργασίας καὶ προσπαθείας. Ἡ πόλις τῆς Θεσσαλονίκης ἀναπτύσσεται μὲ ταχὺν ρυθμόν, τὰ νέα ἔργα προχωροῦν καὶ οἱ κάτοικοι παρακολουθοῦν μὲ ἐνδιαφέρον τὰς ἐξελίξεις. Εἰς τὸ λιμάνι ἐφθασαν χθὲς δύο μεγάλα πλοῖα μὲ ἐμπορεύματα ἐκ τοῦ ἐξωτερικοῦ, ἐνῶ ἡ κίνησις εἰς τὰς ὁδοὺς τοῦ κέντρου ἦτο ζωηρά. Οἱ ἁρμόδιοι ἐδήλωσαν ὅτι τὰ σχέδια διὰ τὴν βελτίωσιν τῶν συγκοινωνιῶν θὰ ἐφαρμοσθοῦν ἐντὸς τῶν προσεχῶν μηνῶν. <box>36 468 418 543</box>
provolai-body: ΤΟ ΟΤΙ εἰς τὴν ἀγορὰν τῆς πόλεως παρατηρεῖται κινητικότης εἶναι γνωστόν. Οἱ ἔμποροι ἐλπίζουν εἰς καλυτέραν περίοδον κατὰ τὰς ἑορτάς, ἐνῶ οἱ καταναλωταὶ ζητοῦν χαμηλοτέρας τιμάς. Ἡ ἐπιτροπὴ τοῦ Ἐμπορικοῦ Συλλόγου συνεδρίασε καὶ ἀπεφάσισε νὰ ζητήσῃ μέτρα ὑπὲρ τῆς τοπικῆς οἰκονομίας. Ἀναμένεται ὅτι ἡ κυβέρνησις θὰ ἐξετάσῃ τὰ αἰτήματα μὲ εὐμένειαν καὶ θὰ προβῇ εἰς τὰς ἀναγκαίας ἐνεργείας διὰ τὴν ἐνίσχυσιν τῆς παραγωγῆς καὶ τοῦ ἐμπορίου τῆς Βορείου Ἑλλάδος. <box>1202 603 1376 717</box>
cartoon-left <box>833 1790 1008 2263</box>
ypomoni-heading: ΥΠΟΜΟΝΗ <box>702 457 763 469</box>
ektheseis-heading: Ἐκθέσεις <box>1231 225 1346 249</box>
nosokomeia-body: ΧΕΙΡΟΥΡΓΙΚΑ: Ἀγίου Δημητρίου. ΠΑΘΟΛΟΓΙΚΑ: Ἱπποκράτειον. ΠΑΙΔΙΑΤΡΙΚΑ: Ἀγίας Σοφίας. ΟΦΘΑΛΜΙΑΤΡΙΚΑ: Θεαγένειον. <box>1388 714 1547 751</box>
farmakeia-heading: ΔΙΑΝΥΚΤΕΡΕΥΟΝΤΑ ΦΑΡΜΑΚΕΙΑ <box>1414 605 1522 628</box>
prosesxes-body-2: ΤΟΥ «ΟΜΙΛΟΥ ΦΙΛΩΝ ΥΠΑΙΘΡΟΥ» εἰς Καρατάσιον, ἀναχώρησις 7.30 π.μ. ἐκ τῆς πλατείας Ἀριστοτέλους. ΤΟΥ «ΠΕΡΙΗΓΗΤΙΚΟΥ ΣΥΛΛΟΓΟΥ» εἰς Σέρρας καὶ Ἀμφίπολιν. ΤΟΥ «ΣΥΛΛΟΓΟΥ ΕΛΛΗΝΩΝ ΟΡΕΙΒΑΤΩΝ» εἰς Χολομώντα. ΤΟΥ «ΟΜΙΛΟΥ ΦΥΣΙΟΛΑΤΡΩΝ» εἰς Σιάτισταν καὶ Κοζάνην. <box>1025 497 1189 573</box>
evdoseis-body-2: ΕΙΝΑΙ γνωστὸν ὅτι ἡ πνευματικὴ ζωὴ τῆς πόλεως ἐμπλουτίζεται μὲ νέας ἐκδηλώσεις. Αἱ διαλέξεις, αἱ συναυλίαι καὶ αἱ ἐκθέσεις προσελκύουν πλῆθος κόσμου. Τὸ κοινὸν ἀνταποκρίνεται μὲ ἐνθουσιασμὸν εἰς κάθε πρωτοβουλίαν τῶν πνευματικῶν σωματείων. <box>430 830 634 887</box>
